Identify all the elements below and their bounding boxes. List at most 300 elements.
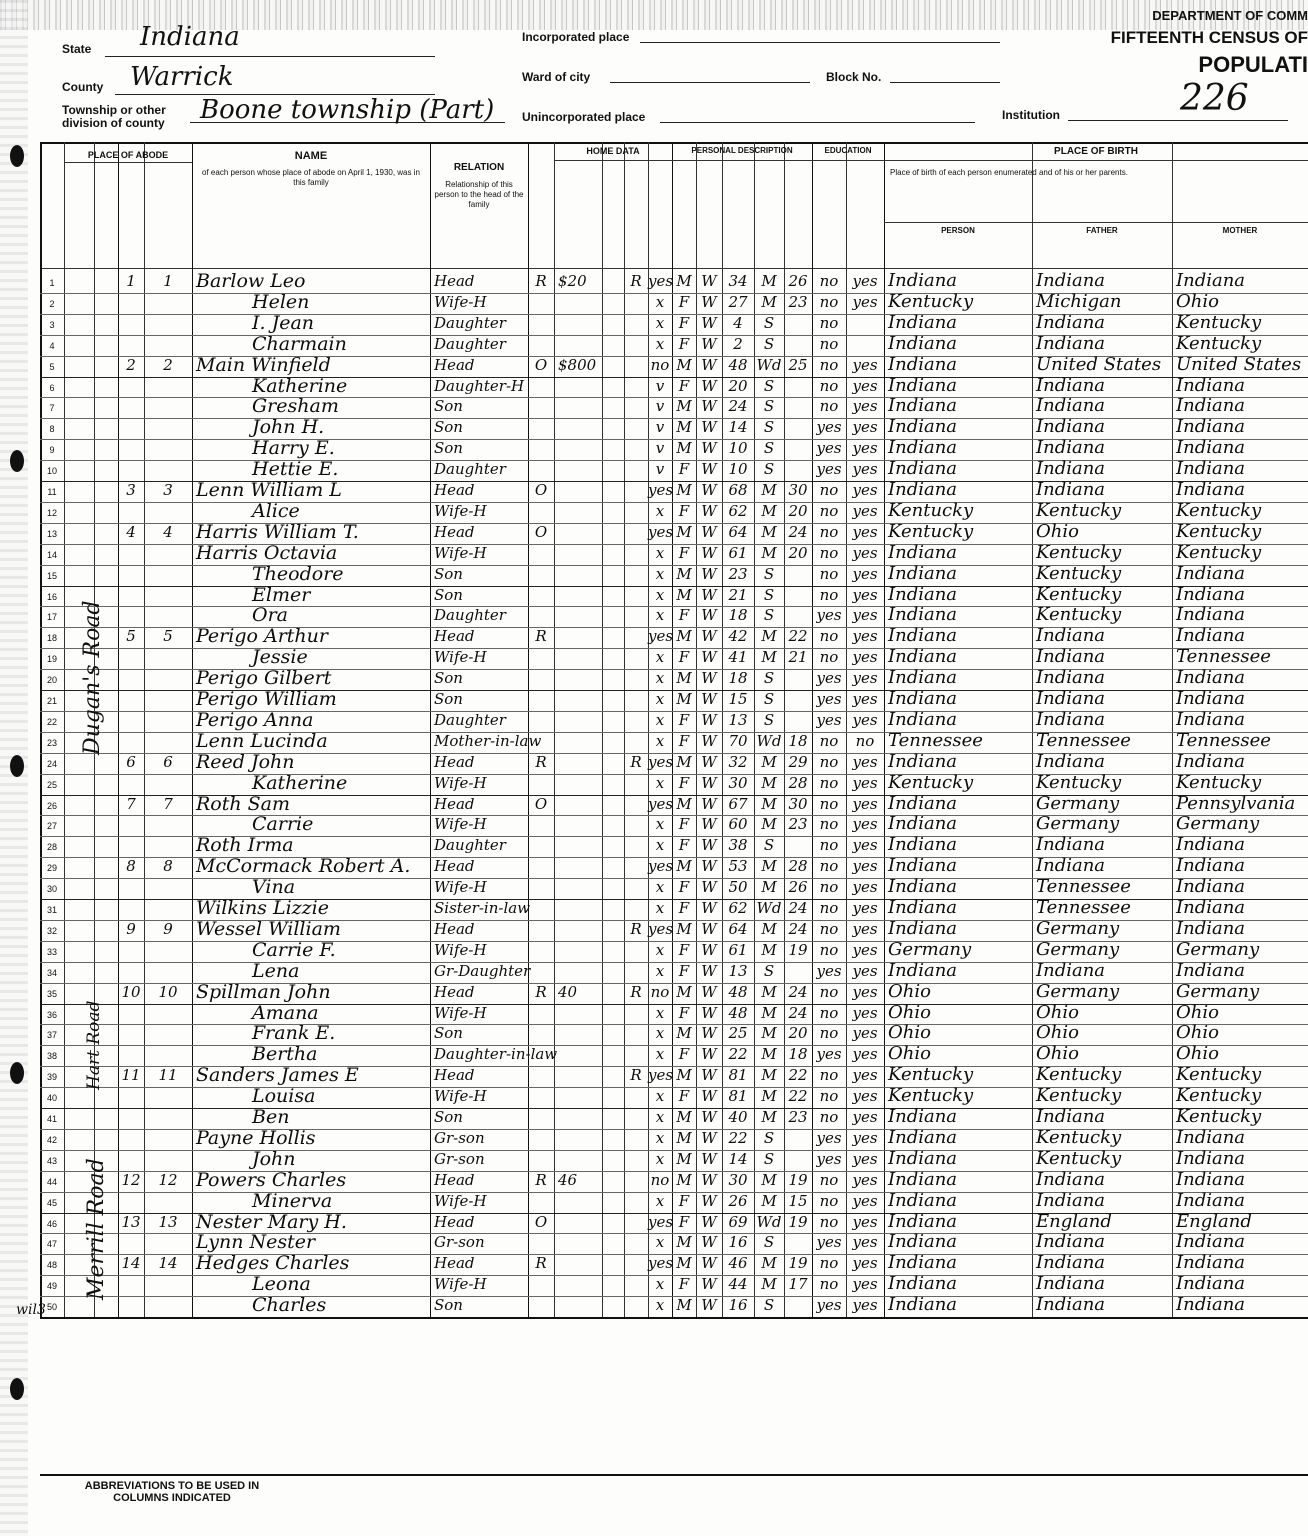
cell-race: W [701,481,717,499]
cell-race: W [701,313,717,332]
cell-rel: Gr-Daughter [434,961,531,980]
cell-race: W [701,439,717,458]
row-number: 3 [49,319,55,330]
cell-read: yes [852,460,878,479]
cell-read: yes [852,272,878,290]
cell-sch: no [819,543,839,562]
cell-rel: Head [434,355,475,374]
cell-mar: M [761,1087,777,1106]
column-rule [624,142,625,1317]
row-number: 21 [46,696,57,706]
cell-tenure: R [535,982,547,1001]
cell-bp: Indiana [888,416,958,438]
column-header-birth: PLACE OF BIRTH [1054,146,1138,157]
row-number: 18 [46,633,57,644]
cell-age: 61 [728,543,748,562]
cell-fbp: Michigan [1036,290,1122,312]
cell-agem: 19 [788,940,808,959]
cell-name: Katherine [252,374,348,397]
cell-fam: 11 [158,1066,178,1085]
cell-sch: yes [816,1149,842,1168]
cell-mbp: Kentucky [1176,332,1262,354]
group-rule [672,160,884,161]
cell-name: Perigo Anna [196,708,314,731]
cell-mbp: Indiana [1176,583,1246,605]
cell-farm: v [655,376,665,395]
cell-fam: 1 [163,272,173,290]
cell-mbp: Kentucky [1176,771,1262,793]
cell-mbp: Tennessee [1176,729,1271,751]
cell-mbp: Indiana [1176,374,1246,396]
header-bottom-rule [40,268,1308,269]
row-number: 50 [46,1302,57,1313]
row-number: 45 [46,1197,57,1208]
cell-mbp: Kentucky [1176,1064,1262,1086]
cell-age: 30 [728,773,748,792]
cell-dw: 5 [126,627,136,646]
cell-race: W [701,815,717,834]
cell-name: Wilkins Lizzie [196,897,329,919]
cell-bp: Indiana [888,834,958,856]
cell-farm: x [655,606,665,625]
cell-read: yes [852,773,878,792]
cell-sch: no [819,1003,839,1022]
cell-farm: yes [648,522,674,541]
cell-read: yes [852,1275,878,1294]
cell-bp: Indiana [888,708,958,730]
row-number: 33 [46,946,57,957]
cell-sch: yes [816,669,842,688]
cell-farm: yes [648,627,674,646]
cell-agem: 30 [788,794,808,813]
cell-mar: M [761,878,777,897]
cell-age: 16 [728,1233,748,1252]
group-rule [554,160,672,161]
abbreviations-title: ABBREVIATIONS TO BE USED IN COLUMNS INDICATED [84,1480,260,1504]
row-number: 25 [46,779,57,790]
cell-name: Alice [252,499,300,522]
row-number: 1 [49,278,55,288]
cell-name: Hedges Charles [196,1252,350,1275]
cell-val: 40 [558,982,578,1001]
cell-bp: Indiana [888,332,958,354]
cell-rel: Son [434,1296,463,1315]
row-number: 8 [49,424,55,435]
cell-sch: no [819,1066,839,1085]
cell-bp: Indiana [888,1231,958,1253]
cell-sch: yes [816,710,842,729]
cell-mar: M [761,1066,777,1085]
cell-age: 23 [728,564,748,583]
cell-rel: Son [434,418,463,437]
cell-farm: v [655,397,665,416]
cell-rel: Wife-H [434,940,487,959]
row-number: 23 [46,737,57,748]
cell-age: 48 [728,982,748,1001]
cell-farm: yes [648,919,674,938]
column-header-education: EDUCATION [824,146,872,155]
cell-bp: Indiana [888,667,958,689]
cell-sch: no [819,940,839,959]
cell-race: W [701,1233,717,1252]
cell-name: Hettie E. [252,458,339,481]
cell-mar: S [763,585,775,604]
cell-mbp: Germany [1176,813,1260,835]
cell-bp: Indiana [888,1189,958,1211]
cell-mbp: Ohio [1176,1043,1219,1065]
cell-sex: M [676,418,692,437]
cell-sex: F [678,1275,690,1294]
cell-fbp: Indiana [1036,1294,1106,1316]
cell-read: yes [852,1170,878,1189]
cell-rel: Wife-H [434,773,487,792]
cell-farm: x [655,690,665,708]
cell-bp: Indiana [888,1126,958,1148]
cell-agem: 24 [788,919,808,938]
cell-read: yes [852,919,878,938]
cell-mar: M [761,272,777,290]
cell-bp: Indiana [888,750,958,772]
cell-val: $800 [558,355,597,374]
cell-fam: 6 [163,752,173,771]
cell-sex: F [678,313,690,332]
cell-age: 18 [728,606,748,625]
sheet-number: 226 [1180,78,1249,119]
cell-rel: Daughter [434,334,506,353]
cell-dw: 11 [121,1066,141,1085]
cell-read: no [855,731,875,750]
cell-sex: M [676,627,692,646]
cell-mbp: Kentucky [1176,499,1262,521]
cell-farm: yes [648,794,674,813]
group-rule [884,160,1308,161]
cell-fbp: Indiana [1036,646,1106,668]
cell-age: 62 [728,501,748,520]
cell-sex: F [678,460,690,479]
grid-top-rule [40,142,1308,144]
cell-sch: yes [816,1296,842,1315]
cell-race: W [701,1087,717,1106]
row-number: 39 [46,1072,57,1083]
cell-sex: M [676,857,692,876]
cell-read: yes [852,1128,878,1147]
cell-dw: 12 [121,1170,141,1189]
cell-age: 67 [728,794,748,813]
cell-mar: S [763,313,775,332]
cell-tenure: O [534,522,548,541]
cell-rel: Head [434,794,475,813]
cell-sch: yes [816,439,842,458]
cell-sch: no [819,1275,839,1294]
cell-sch: no [819,313,839,332]
cell-mbp: Indiana [1176,750,1246,772]
cell-race: W [701,1275,717,1294]
cell-fbp: Kentucky [1036,604,1122,626]
column-header-place-of_abode: PLACE OF ABODE [87,150,169,160]
cell-dw: 14 [121,1254,141,1273]
cell-mar: S [763,418,775,437]
cell-farm: v [655,439,665,458]
cell-race: W [701,710,717,729]
cell-sch: no [819,1170,839,1189]
cell-agem: 22 [788,627,808,646]
row-number: 19 [46,654,57,665]
cell-farm: x [655,1149,665,1168]
cell-sex: F [678,1003,690,1022]
cell-dw: 2 [126,355,136,374]
cell-bp: Indiana [888,1147,958,1169]
cell-fam: 8 [163,857,173,876]
cell-fbp: Ohio [1036,1043,1079,1065]
cell-bp: Indiana [888,458,958,480]
cell-name: Louisa [252,1085,316,1108]
cell-age: 14 [728,418,748,437]
row-number: 49 [46,1281,57,1292]
cell-rel: Son [434,1108,463,1126]
cell-agem: 28 [788,773,808,792]
cell-race: W [701,669,717,688]
cell-sex: M [676,564,692,583]
row-number: 4 [49,340,55,351]
cell-mbp: Indiana [1176,1294,1246,1316]
cell-rel: Wife-H [434,815,487,834]
cell-sch: no [819,1108,839,1126]
cell-name: Harris Octavia [196,541,338,564]
cell-mbp: Indiana [1176,897,1246,918]
cell-read: yes [852,522,878,541]
cell-mbp: Germany [1176,938,1260,960]
cell-val: 46 [558,1170,578,1189]
cell-farm: x [655,1275,665,1294]
cell-mbp: Indiana [1176,479,1246,500]
cell-rel: Head [434,1212,475,1231]
cell-race: W [701,397,717,416]
cell-race: W [701,731,717,750]
cell-age: 48 [728,1003,748,1022]
column-rule [528,142,529,1317]
cell-fam: 14 [158,1254,178,1273]
cell-fbp: Indiana [1036,834,1106,856]
cell-race: W [701,1254,717,1273]
cell-sch: no [819,1087,839,1106]
cell-name: Ora [252,604,288,627]
cell-bp: Ohio [888,1043,931,1065]
cell-farm: x [655,501,665,520]
cell-tenure: R [535,1254,547,1273]
cell-mar: M [761,648,777,667]
cell-mar: M [761,857,777,876]
relation-column-subheader: Relationship of this person to the head of the family [434,180,524,209]
cell-mar: S [763,439,775,458]
cell-fbp: Kentucky [1036,541,1122,563]
cell-sex: M [676,982,692,1001]
row-number: 15 [46,570,57,581]
cell-read: yes [852,439,878,458]
cell-rel: Head [434,1254,475,1273]
cell-mbp: Indiana [1176,1168,1246,1190]
cell-mbp: Indiana [1176,667,1246,689]
cell-sex: F [678,606,690,625]
cell-rel: Head [434,522,475,541]
cell-sch: yes [816,460,842,479]
cell-farm: x [655,1003,665,1022]
group-rule [884,222,1308,223]
cell-mar: M [761,627,777,646]
column-rule [144,142,145,1317]
cell-mbp: Indiana [1176,562,1246,584]
cell-race: W [701,564,717,583]
cell-sex: F [678,731,690,750]
cell-farm: x [655,710,665,729]
cell-age: 2 [733,334,743,353]
cell-name: Harris William T. [196,520,359,543]
cell-agem: 26 [788,272,808,290]
cell-mbp: Kentucky [1176,520,1262,542]
cell-race: W [701,982,717,1001]
cell-age: 10 [728,460,748,479]
ward-label: Ward of city [522,70,591,84]
cell-mbp: Kentucky [1176,541,1262,563]
cell-race: W [701,919,717,938]
cell-read: yes [852,1066,878,1085]
punch-hole [10,1378,24,1400]
row-number: 29 [46,863,57,874]
cell-race: W [701,543,717,562]
cell-rel: Son [434,564,463,583]
cell-name: Roth Sam [196,792,291,815]
cell-dw: 7 [126,794,136,813]
cell-mar: M [761,940,777,959]
cell-age: 69 [728,1212,748,1231]
cell-race: W [701,585,717,604]
row-number: 31 [46,905,57,915]
cell-farm: yes [648,1254,674,1273]
row-number: 10 [46,466,57,477]
cell-sex: M [676,1024,692,1043]
cell-sex: F [678,940,690,959]
cell-sch: yes [816,1045,842,1064]
cell-sch: no [819,857,839,876]
row-number: 17 [46,612,57,623]
cell-fbp: Indiana [1036,374,1106,396]
cell-mbp: Indiana [1176,416,1246,438]
cell-fbp: Indiana [1036,667,1106,689]
cell-mar: M [761,481,777,499]
state-label: State [62,42,92,56]
cell-read: yes [852,940,878,959]
cell-read: yes [852,1191,878,1210]
cell-fbp: Indiana [1036,1189,1106,1211]
cell-agem: 19 [788,1254,808,1273]
township-value: Boone township (Part) [200,95,495,125]
cell-sex: F [678,710,690,729]
cell-farm: x [655,334,665,353]
cell-race: W [701,773,717,792]
cell-tenure: O [534,481,548,499]
cell-mar: S [763,690,775,708]
column-rule [1172,142,1173,1317]
cell-read: yes [852,397,878,416]
row-number: 42 [46,1134,57,1145]
cell-read: yes [852,1149,878,1168]
cell-name: Ben [252,1106,290,1128]
cell-name: Roth Irma [196,834,294,857]
row-number: 34 [46,967,57,978]
cell-name: Powers Charles [196,1168,347,1191]
cell-rel: Head [434,1170,475,1189]
cell-race: W [701,752,717,771]
column-header-father: FATHER [1086,226,1118,235]
cell-sex: M [676,355,692,374]
cell-fbp: Kentucky [1036,499,1122,521]
cell-tenure: R [535,272,547,290]
street-label-merrill: Merrill Road [84,1158,109,1300]
cell-fbp: Tennessee [1036,876,1131,898]
cell-tenure: R [535,752,547,771]
cell-fbp: Indiana [1036,332,1106,354]
cell-farm: yes [648,272,674,290]
cell-name: Perigo Gilbert [196,667,332,690]
row-number: 12 [46,507,57,518]
row-number: 48 [46,1260,57,1271]
row-number: 38 [46,1051,57,1062]
cell-dw: 3 [126,481,136,499]
cell-sch: no [819,481,839,499]
cell-mbp: Tennessee [1176,646,1271,668]
cell-age: 41 [728,648,748,667]
cell-fbp: Indiana [1036,458,1106,480]
cell-mbp: Indiana [1176,395,1246,417]
cell-read: yes [852,857,878,876]
cell-race: W [701,1108,717,1126]
cell-sex: M [676,1128,692,1147]
cell-fbp: Kentucky [1036,1085,1122,1107]
cell-farm: x [655,669,665,688]
cell-fbp: Indiana [1036,688,1106,709]
column-header-name: NAME [294,150,328,162]
cell-name: Carrie F. [252,938,336,961]
cell-read: yes [852,481,878,499]
cell-mbp: Indiana [1176,688,1246,709]
cell-sch: no [819,397,839,416]
cell-mbp: Indiana [1176,855,1246,877]
cell-fbp: Indiana [1036,1252,1106,1274]
cell-rel: Son [434,669,463,688]
cell-bp: Indiana [888,353,958,375]
cell-mar: M [761,794,777,813]
cell-agem: 23 [788,292,808,311]
cell-rel: Wife-H [434,878,487,897]
cell-sch: no [819,334,839,353]
cell-age: 46 [728,1254,748,1273]
cell-bp: Indiana [888,437,958,459]
cell-fam: 12 [158,1170,178,1189]
cell-sex: F [678,836,690,855]
cell-rel: Wife-H [434,1275,487,1294]
cell-bp: Indiana [888,604,958,626]
cell-sch: no [819,815,839,834]
cell-sch: no [819,501,839,520]
cell-age: 32 [728,752,748,771]
cell-race: W [701,355,717,374]
street-label-hart: Hart Road [84,1000,104,1090]
cell-farm: x [655,292,665,311]
cell-fbp: Germany [1036,980,1120,1002]
punch-hole [10,145,24,167]
cell-sch: no [819,627,839,646]
cell-mbp: Indiana [1176,270,1246,291]
cell-rel: Head [434,272,475,290]
